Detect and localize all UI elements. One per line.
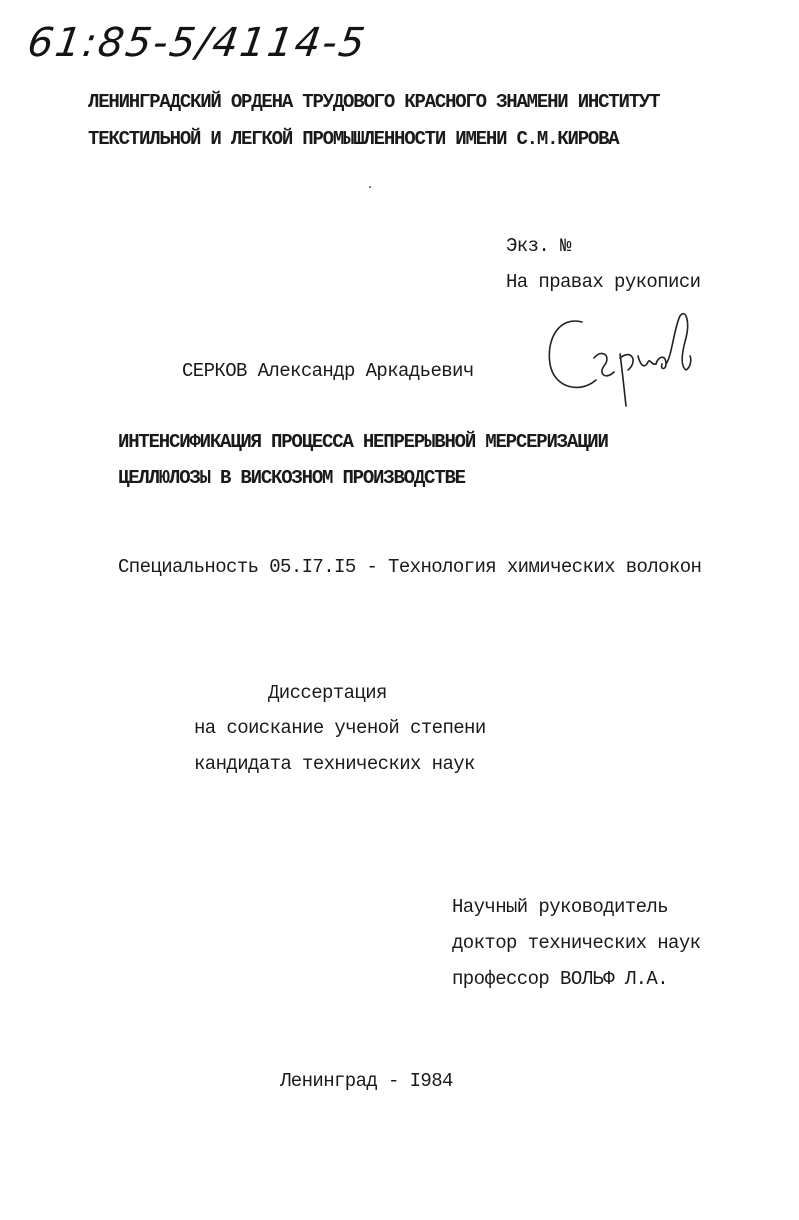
supervisor-line-3: профессор ВОЛЬФ Л.А. bbox=[452, 968, 669, 990]
dissertation-title-line-1: ИНТЕНСИФИКАЦИЯ ПРОЦЕССА НЕПРЕРЫВНОЙ МЕРСЕРИЗАЦИИ bbox=[118, 431, 608, 453]
institution-line-1: ЛЕНИНГРАДСКИЙ ОРДЕНА ТРУДОВОГО КРАСНОГО ЗНАМЕНИ ИНСТИТУТ bbox=[88, 91, 660, 113]
institution-line-2: ТЕКСТИЛЬНОЙ И ЛЕГКОЙ ПРОМЫШЛЕННОСТИ ИМЕНИ С.М.КИРОВА bbox=[88, 128, 619, 150]
scan-speck bbox=[369, 186, 371, 188]
degree-line-3: кандидата технических наук bbox=[194, 753, 475, 775]
dissertation-title-line-2: ЦЕЛЛЮЛОЗЫ В ВИСКОЗНОМ ПРОИЗВОДСТВЕ bbox=[118, 467, 465, 489]
author-signature bbox=[540, 308, 700, 412]
manuscript-rights: На правах рукописи bbox=[506, 271, 701, 293]
specialty: Специальность 05.I7.I5 - Технология химических волокон bbox=[118, 556, 702, 578]
archive-code-handwritten: 61:85-5/4114-5 bbox=[24, 20, 370, 66]
degree-line-1: Диссертация bbox=[268, 682, 387, 704]
place-and-year: Ленинград - I984 bbox=[280, 1070, 453, 1092]
author-name: СЕРКОВ Александр Аркадьевич bbox=[182, 360, 474, 382]
copy-number: Экз. № bbox=[506, 235, 571, 257]
supervisor-line-2: доктор технических наук bbox=[452, 932, 701, 954]
supervisor-line-1: Научный руководитель bbox=[452, 896, 669, 918]
degree-line-2: на соискание ученой степени bbox=[194, 717, 486, 739]
